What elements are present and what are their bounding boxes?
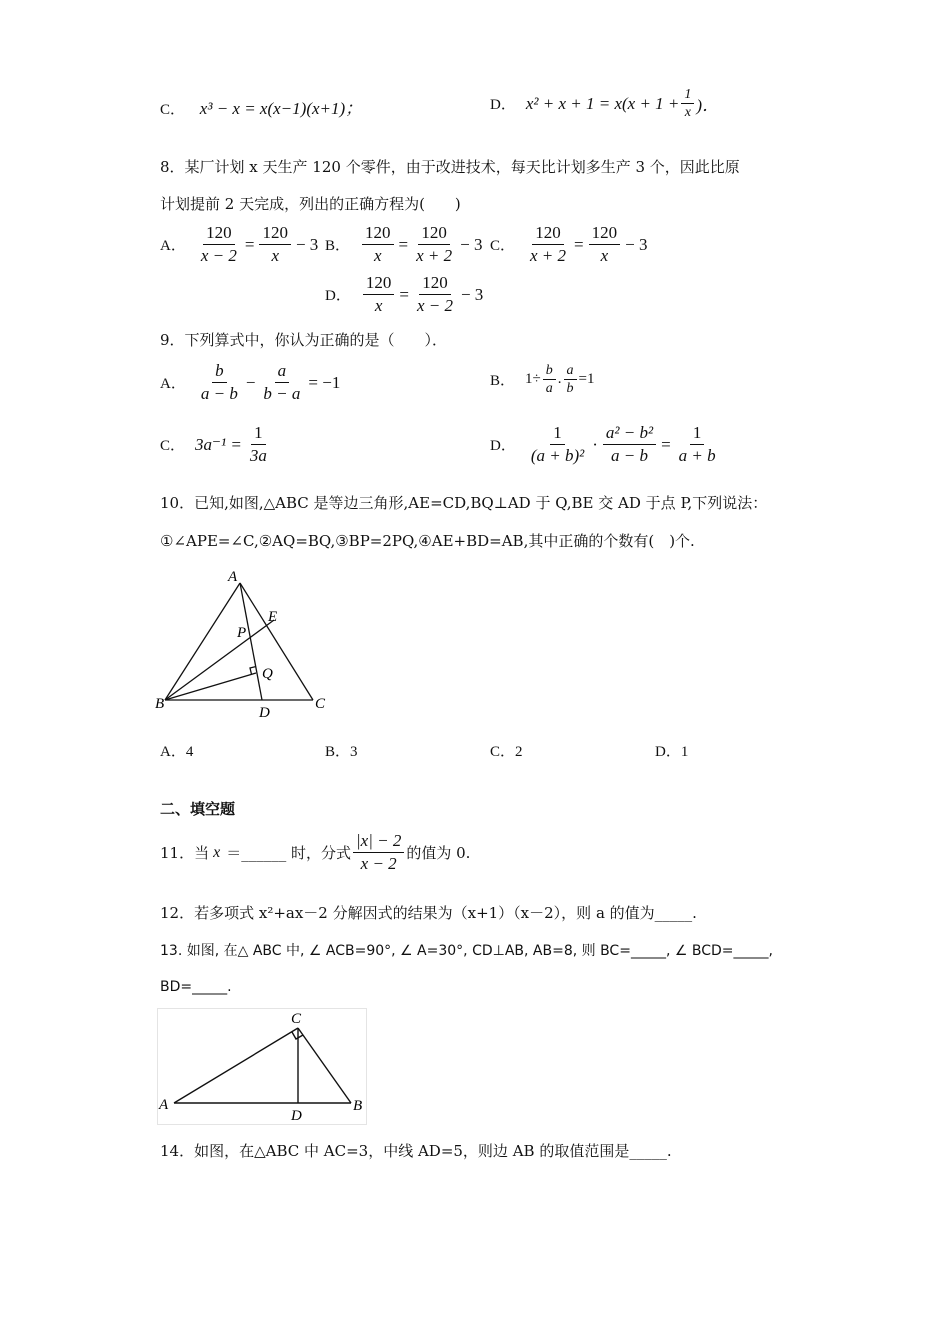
figure-frame <box>158 1009 367 1125</box>
edge-cb <box>298 1028 351 1103</box>
q9-option-c: C． 3a⁻¹ = $\frac{1}{3a}$ <box>160 423 267 465</box>
label-c: C <box>315 696 326 712</box>
q10-option-d: D．1 <box>655 744 689 760</box>
segment-bq <box>165 673 256 700</box>
label-b: B <box>155 696 165 712</box>
section-title: 二、填空题 <box>160 800 236 818</box>
q13-triangle-figure <box>157 1008 369 1126</box>
segment-be <box>165 620 274 700</box>
label-q: Q <box>262 666 273 682</box>
q10-stem-line2: ①∠APE=∠C,②AQ=BQ,③BP=2PQ,④AE+BD=AB,其中正确的个数有( )个. <box>160 532 695 550</box>
q9-option-a: A． $\frac{b}{a - b}$ − $\frac{a}{b - a}$ = −1 <box>160 361 341 403</box>
q12: 12．若多项式 x²+ax－2 分解因式的结果为（x+1）（x－2），则 a 的值为_____. <box>160 904 697 922</box>
label-d: D <box>291 1108 302 1124</box>
q9-stem: 9．下列算式中，你认为正确的是（ ）． <box>160 331 448 349</box>
q7-option-c: C． x³ − x = x(x−1)(x+1)； <box>160 99 363 118</box>
q10-option-a: A．4 <box>160 744 194 760</box>
label-a: A <box>228 569 238 585</box>
edge-ac <box>174 1028 298 1103</box>
q13-line1: 13. 如图, 在△ ABC 中, ∠ ACB=90°, ∠ A=30°, CD⊥AB, AB=8, 则 BC=_____, ∠ BCD=_____, <box>160 943 773 959</box>
q10-triangle-figure <box>155 565 335 725</box>
q13-line2: BD=_____. <box>160 979 232 995</box>
q10-stem-line1: 10．已知,如图,△ABC 是等边三角形,AE=CD,BQ⊥AD 于 Q,BE 交 AD 于点 P,下列说法： <box>160 494 768 512</box>
q8-option-d: D． $\frac{120}{x}$ = $\frac{120}{x - 2}$ − 3 <box>325 273 484 315</box>
q9-option-d: D． $\frac{1}{\text{(a + b)²}}$ · $\frac{\text{a² − b²}}{a - b}$ = $\frac{1}{a + b}$ <box>490 423 716 465</box>
q11: 11．当 x ＝______ 时，分式 $\frac{|x| - 2}{x - 2}$ 的值为 0. <box>160 831 471 873</box>
label-c: C <box>291 1011 302 1027</box>
q7-d-fraction: $\frac{1}{x}$ <box>681 86 694 121</box>
q7-option-d: D． x² + x + 1 = x(x + 1 + $\frac{1}{x}$ )． <box>490 87 720 120</box>
q14: 14．如图，在△ABC 中 AC=3，中线 AD=5，则边 AB 的取值范围是_____. <box>160 1142 672 1160</box>
q10-option-b: B．3 <box>325 744 358 760</box>
label-p: P <box>237 625 247 641</box>
label-b: B <box>353 1098 363 1114</box>
label-a: A <box>159 1097 169 1113</box>
label-e: E <box>268 609 278 625</box>
q9-option-b: B． 1÷ $\frac{b}{a}$ . $\frac{a}{b}$ =1 <box>490 363 595 396</box>
q8-option-a: A． $\frac{120}{x - 2}$ = $\frac{120}{x}$ − 3 <box>160 223 319 265</box>
q8-stem-line1: 8．某厂计划 x 天生产 120 个零件，由于改进技术，每天比计划多生产 3 个，因此比原 <box>160 158 740 176</box>
edge-ab <box>165 583 240 700</box>
q8-option-c: C． $\frac{120}{x + 2}$ = $\frac{120}{x}$ − 3 <box>490 223 648 265</box>
q8-stem-line2: 计划提前 2 天完成，列出的正确方程为( ) <box>160 195 461 213</box>
label-d: D <box>259 705 270 721</box>
q8-option-b: B． $\frac{120}{x}$ = $\frac{120}{x + 2}$ − 3 <box>325 223 483 265</box>
q10-option-c: C．2 <box>490 744 523 760</box>
